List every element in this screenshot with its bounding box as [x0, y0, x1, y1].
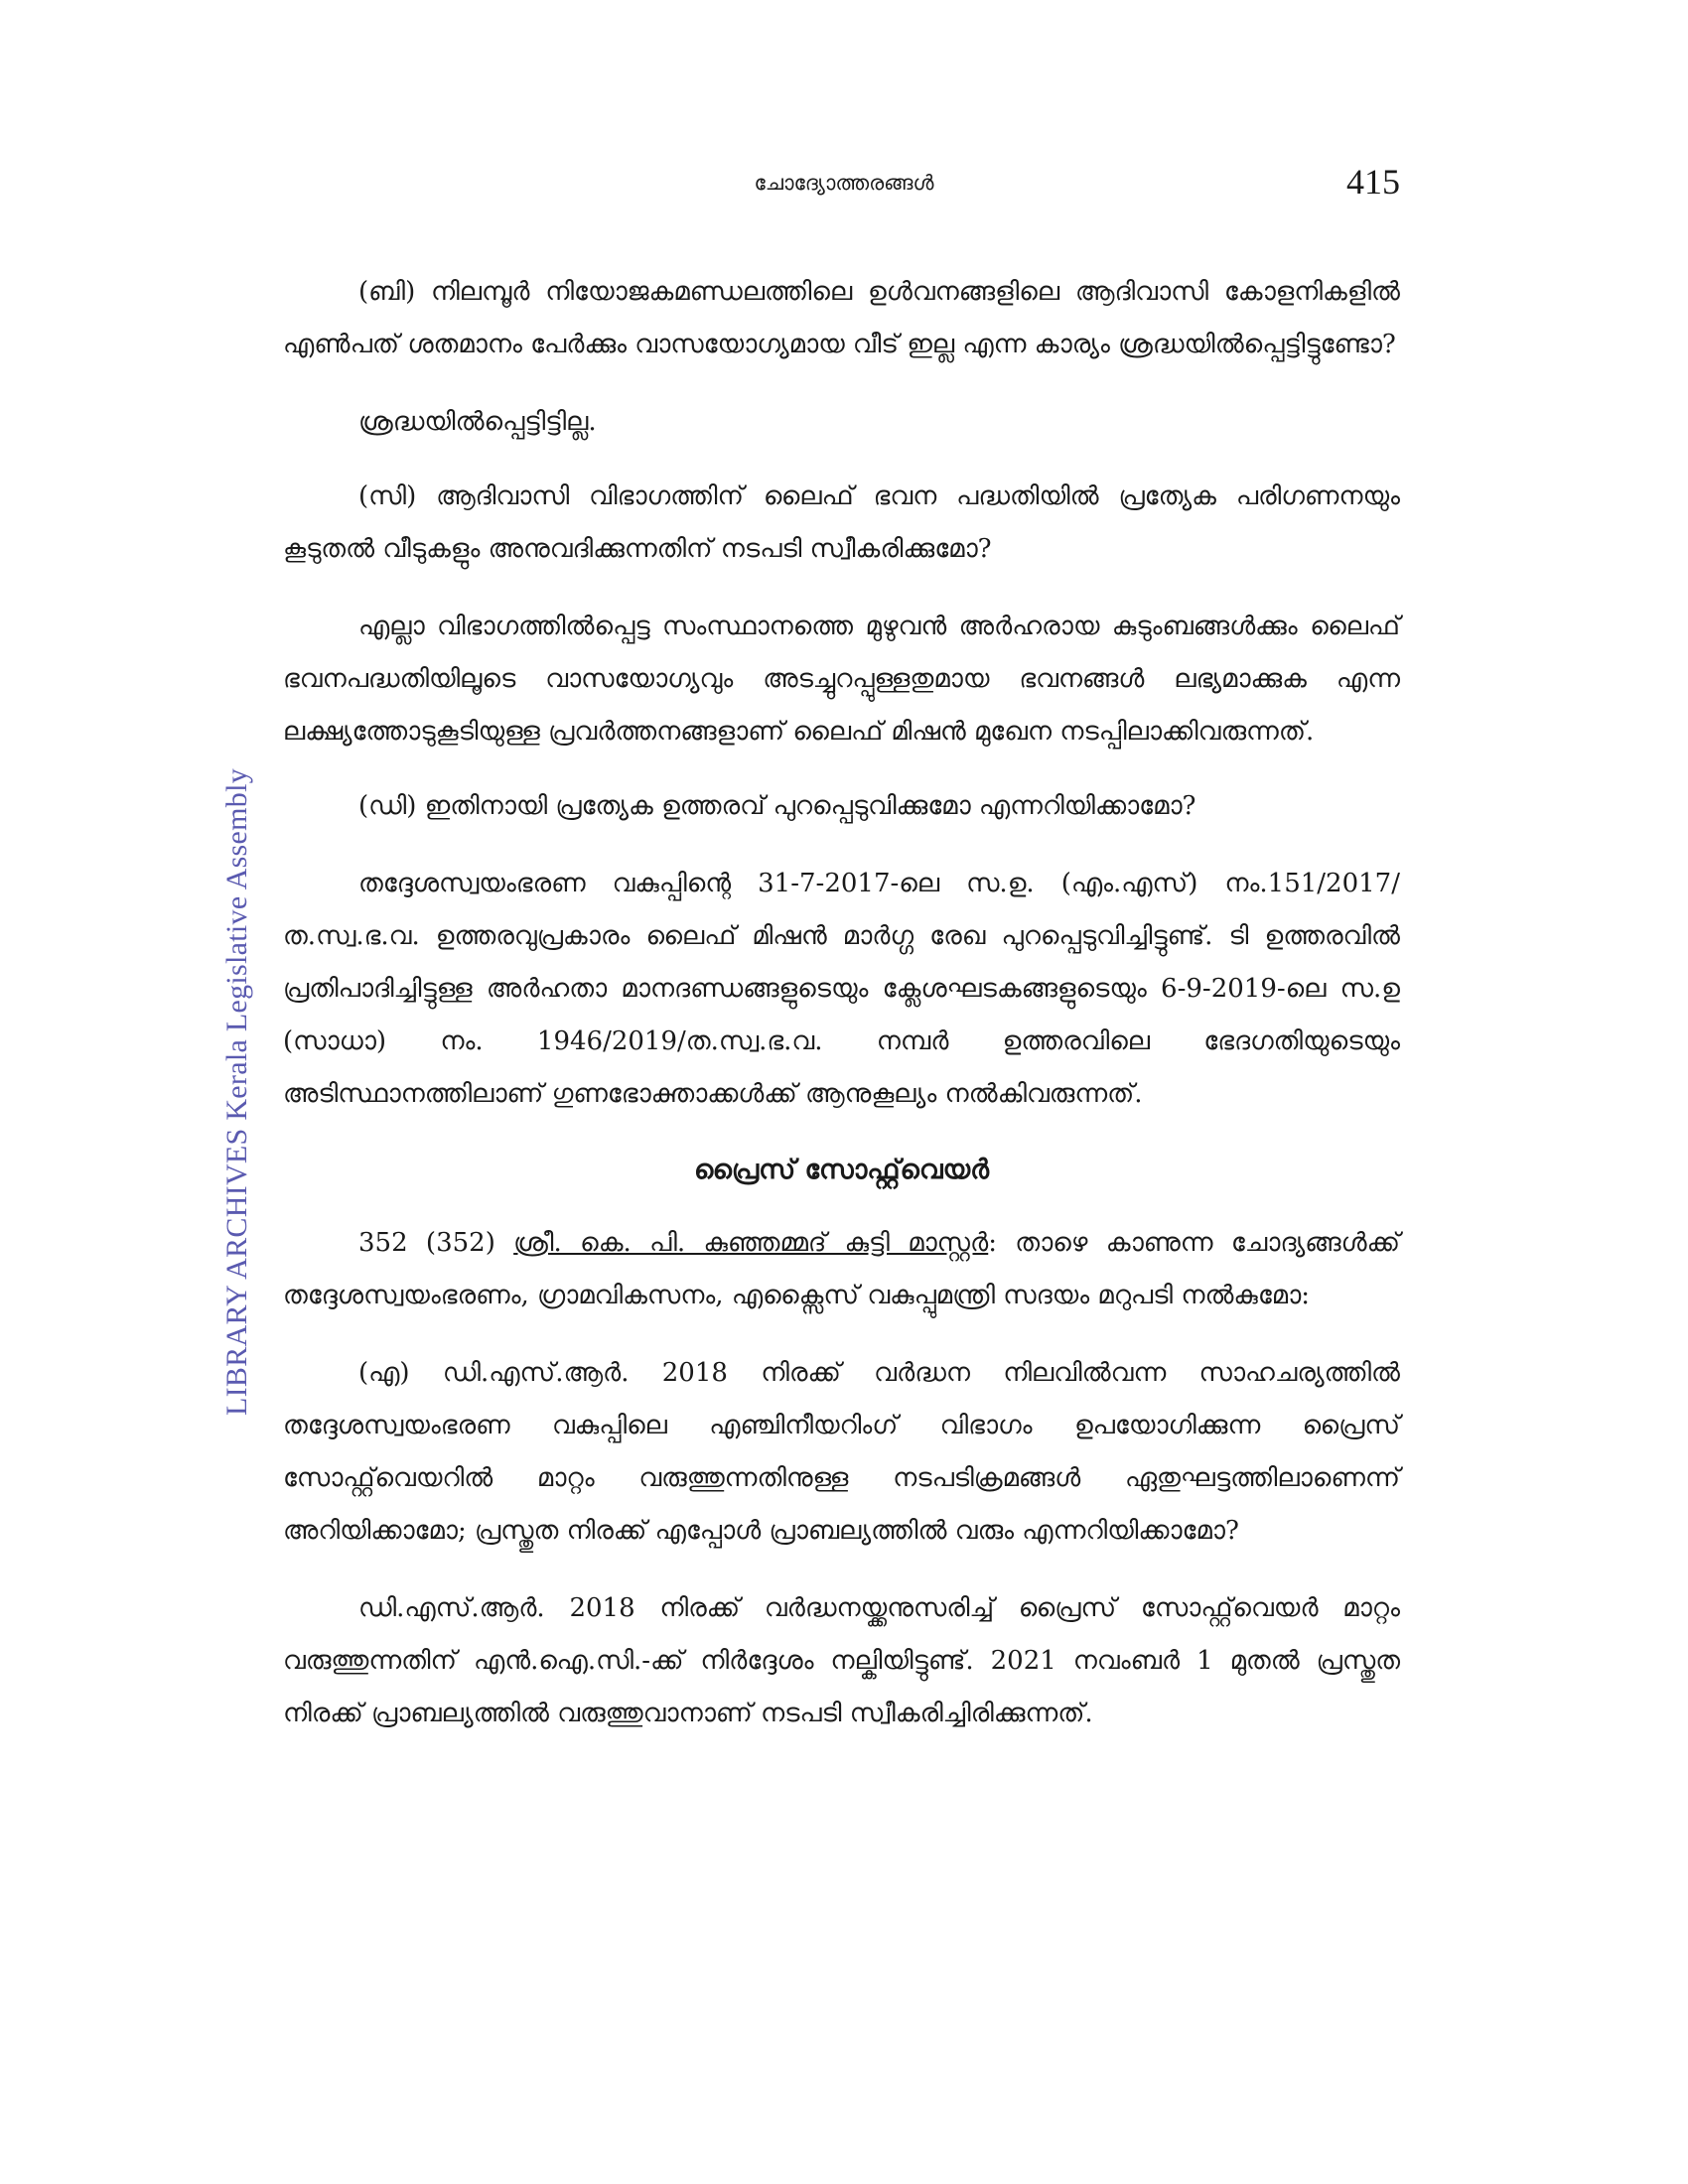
- page-number: 415: [1346, 162, 1400, 202]
- question-d: (ഡി) ഇതിനായി പ്രത്യേക ഉത്തരവ് പുറപ്പെടുവിക്കുമോ എന്നറിയിക്കാമോ?: [358, 791, 1196, 821]
- member-name: ശ്രീ. കെ. പി. കുഞ്ഞമ്മദ് കുട്ടി മാസ്റ്റർ: [513, 1228, 989, 1258]
- section-heading: പ്രൈസ് സോഫ്റ്റ്‌വെയർ: [693, 1155, 990, 1185]
- running-header: ചോദ്യോത്തരങ്ങൾ: [754, 171, 934, 195]
- question-c: (സി) ആദിവാസി വിഭാഗത്തിന് ലൈഫ് ഭവന പദ്ധതിയിൽ പ്രത്യേക പരിഗണനയും കൂടുതൽ വീടുകളും അനുവദിക്കുന്നതിന് നടപടി സ്വീകരിക്കുമോ?: [283, 481, 1400, 564]
- answer-b: ശ്രദ്ധയിൽപ്പെട്ടിട്ടില്ല.: [358, 407, 597, 437]
- answer-d: തദ്ദേശസ്വയംഭരണ വകുപ്പിന്റെ 31-7-2017-ലെ സ.ഉ. (എം.എസ്) നം.151/2017/ത.സ്വ.ഭ.വ. ഉത്തരവുപ്രകാരം ലൈഫ് മിഷൻ മാർഗ്ഗ രേഖ പുറപ്പെടുവിച്ചിട്ടുണ്ട്. ടി ഉത്തരവിൽ പ്രതിപാദിച്ചിട്ടുള്ള അർഹതാ മാനദണ്ഡങ്ങളുടെയും ക്ലേശഘടകങ്ങളുടെയും 6-9-2019-ലെ സ.ഉ (സാധാ) നം. 1946/2019/ത.സ്വ.ഭ.വ. നമ്പർ ഉത്തരവിലെ ഭേദഗതിയുടെയും അടിസ്ഥാനത്തിലാണ് ഗുണഭോക്താക്കൾക്ക് ആനുകൂല്യം നൽകിവരുന്നത്.: [283, 869, 1400, 1109]
- question-intro-text: : താഴെ കാണുന്ന ചോദ്യങ്ങൾക്ക് തദ്ദേശസ്വയംഭരണം, ഗ്രാമവികസനം, എക്സൈസ് വകുപ്പുമന്ത്രി സദയം മറുപടി നൽകുമോ:: [283, 1228, 1400, 1310]
- question-number: 352 (352): [358, 1228, 495, 1258]
- answer-c: എല്ലാ വിഭാഗത്തിൽപ്പെട്ട സംസ്ഥാനത്തെ മുഴുവൻ അർഹരായ കുടുംബങ്ങൾക്കും ലൈഫ് ഭവനപദ്ധതിയിലൂടെ വാസയോഗ്യവും അടച്ചുറപ്പുള്ളതുമായ ഭവനങ്ങൾ ലഭ്യമാക്കുക എന്ന ലക്ഷ്യത്തോടുകൂടിയുള്ള പ്രവർത്തനങ്ങളാണ് ലൈഫ് മിഷൻ മുഖേന നടപ്പിലാക്കിവരുന്നത്.: [283, 612, 1400, 747]
- archive-watermark: LIBRARY ARCHIVES Kerala Legislative Assembly: [220, 767, 253, 1417]
- question-b: (ബി) നിലമ്പൂർ നിയോജകമണ്ഡലത്തിലെ ഉൾവനങ്ങളിലെ ആദിവാസി കോളനികളിൽ എൺപത് ശതമാനം പേർക്കും വാസയോഗ്യമായ വീട് ഇല്ല എന്ന കാര്യം ശ്രദ്ധയിൽപ്പെട്ടിട്ടുണ്ടോ?: [283, 277, 1400, 359]
- question-a: (എ) ഡി.എസ്.ആർ. 2018 നിരക്ക് വർദ്ധന നിലവിൽവന്ന സാഹചര്യത്തിൽ തദ്ദേശസ്വയംഭരണ വകുപ്പിലെ എഞ്ചിനീയറിംഗ് വിഭാഗം ഉപയോഗിക്കുന്ന പ്രൈസ് സോഫ്റ്റ്‌വെയറിൽ മാറ്റം വരുത്തുന്നതിനുള്ള നടപടിക്രമങ്ങൾ ഏതുഘട്ടത്തിലാണെന്ന് അറിയിക്കാമോ; പ്രസ്തുത നിരക്ക് എപ്പോൾ പ്രാബല്യത്തിൽ വരും എന്നറിയിക്കാമോ?: [283, 1358, 1400, 1546]
- page-body: [283, 266, 1400, 1740]
- question-352-intro: [283, 1217, 1400, 1322]
- answer-a: ഡി.എസ്.ആർ. 2018 നിരക്ക് വർദ്ധനയ്ക്കനുസരിച്ച് പ്രൈസ് സോഫ്റ്റ്‌വെയർ മാറ്റം വരുത്തുന്നതിന് എൻ.ഐ.സി.-ക്ക് നിർദ്ദേശം നല്കിയിട്ടുണ്ട്. 2021 നവംബർ 1 മുതൽ പ്രസ്തുത നിരക്ക് പ്രാബല്യത്തിൽ വരുത്തുവാനാണ് നടപടി സ്വീകരിച്ചിരിക്കുന്നത്.: [283, 1593, 1400, 1728]
